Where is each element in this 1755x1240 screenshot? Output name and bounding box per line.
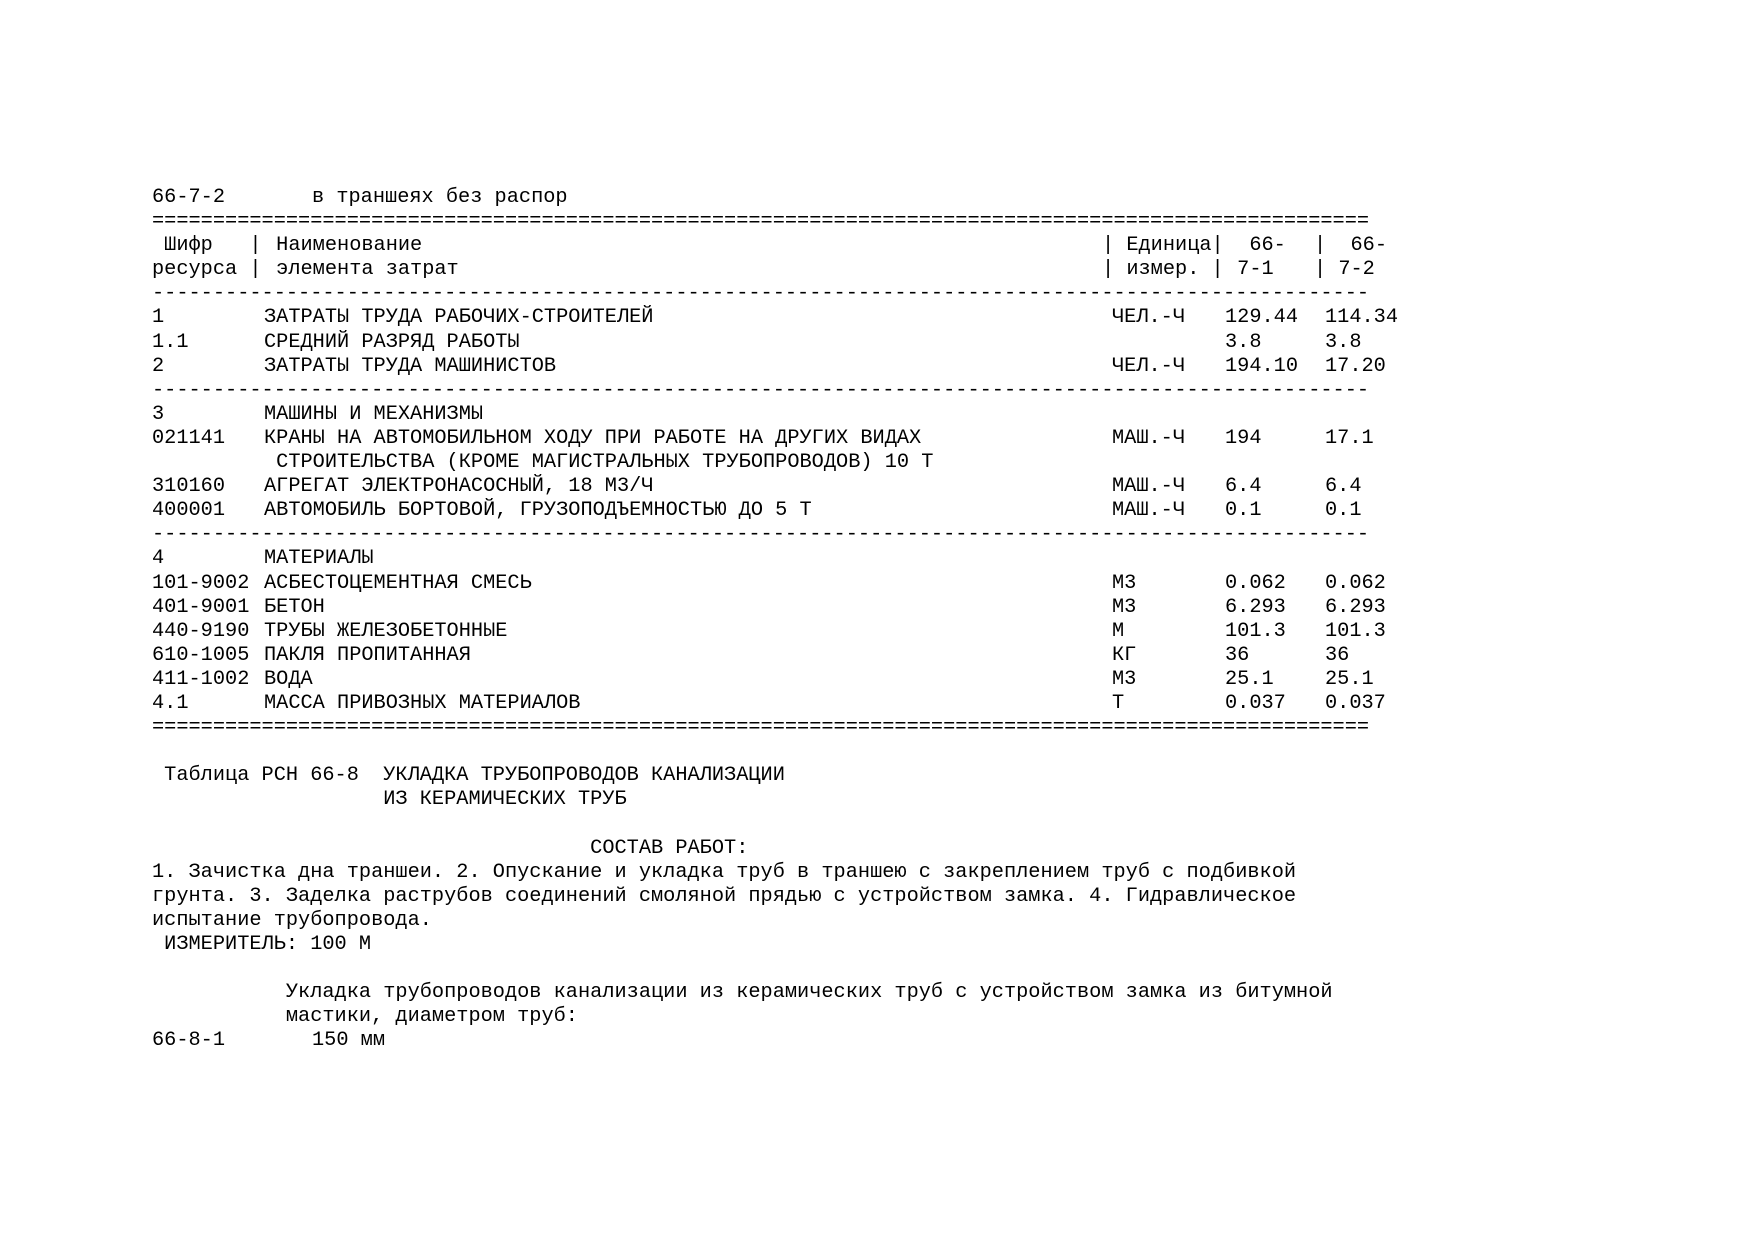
row-value-b: 0.1 (1325, 499, 1362, 523)
row-code: 2 (152, 354, 165, 378)
table-row (152, 620, 1602, 644)
first-item-row (152, 1029, 1602, 1053)
table-code: 66-7-2 (152, 186, 226, 209)
row-value-b: 36 (1325, 643, 1350, 667)
section-code: 3 (152, 402, 165, 426)
row-value-a: 129.44 (1225, 306, 1299, 330)
row-value-b: 17.20 (1325, 354, 1386, 378)
table-code-line (152, 186, 1602, 210)
row-value-b: 3.8 (1325, 330, 1362, 354)
single-rule: ---------------------------------------------------------------------------------------------------- (152, 378, 1370, 402)
header-col-a: 66- (1225, 234, 1286, 258)
row-value-b: 17.1 (1325, 426, 1374, 450)
table-row (152, 355, 1602, 379)
double-rule: ==================================================================================================== (152, 210, 1370, 234)
composition-text: грунта. 3. Заделка раструбов соединений смоляной прядью с устройством замка. 4. Гидравлическое (152, 884, 1297, 908)
header-unit: | Единица| (1102, 234, 1224, 258)
row-code: 440-9190 (152, 619, 250, 643)
double-rule: ==================================================================================================== (152, 716, 1370, 740)
row-value-a: 6.293 (1225, 595, 1286, 619)
item-description: мастики, диаметром труб: (152, 1005, 578, 1029)
row-unit: МАШ.-Ч (1112, 499, 1186, 523)
row-value-a: 194 (1225, 426, 1262, 450)
row-code: 401-9001 (152, 595, 250, 619)
table-row (152, 306, 1602, 330)
single-rule: ---------------------------------------------------------------------------------------------------- (152, 523, 1370, 547)
row-name: СРЕДНИЙ РАЗРЯД РАБОТЫ (264, 330, 520, 354)
row-name: БЕТОН (264, 595, 325, 619)
table-subtitle: в траншеях без распор (312, 186, 568, 209)
header-col-b: | 66- (1314, 234, 1388, 258)
next-table-title: Таблица РСН 66-8 УКЛАДКА ТРУБОПРОВОДОВ КАНАЛИЗАЦИИ (152, 764, 785, 788)
row-code: 411-1002 (152, 667, 250, 691)
table-row (152, 668, 1602, 692)
row-name: АГРЕГАТ ЭЛЕКТРОНАСОСНЫЙ, 18 М3/Ч (264, 475, 654, 499)
row-name: КРАНЫ НА АВТОМОБИЛЬНОМ ХОДУ ПРИ РАБОТЕ НА ДРУГИХ ВИДАХ (264, 426, 922, 450)
item-code: 66-8-1 (152, 1029, 226, 1053)
row-unit: МАШ.-Ч (1112, 426, 1186, 450)
row-unit: МАШ.-Ч (1112, 475, 1186, 499)
row-value-a: 3.8 (1225, 330, 1262, 354)
row-unit: ЧЕЛ.-Ч (1112, 306, 1186, 330)
row-name: АСБЕСТОЦЕМЕНТНАЯ СМЕСЬ (264, 571, 532, 595)
table-row (152, 596, 1602, 620)
table-row-continuation (152, 451, 1602, 475)
row-code: 101-9002 (152, 571, 250, 595)
row-value-b: 114.34 (1325, 306, 1399, 330)
row-name: ЗАТРАТЫ ТРУДА МАШИНИСТОВ (264, 354, 557, 378)
row-name-continuation: СТРОИТЕЛЬСТВА (КРОМЕ МАГИСТРАЛЬНЫХ ТРУБОПРОВОДОВ) 10 Т (264, 451, 934, 475)
composition-text: испытание трубопровода. (152, 908, 432, 932)
document-page (152, 186, 1602, 1053)
row-value-b: 6.293 (1325, 595, 1386, 619)
measure-unit: ИЗМЕРИТЕЛЬ: 100 М (152, 932, 372, 956)
composition-text: 1. Зачистка дна траншеи. 2. Опускание и укладка труб в траншею с закреплением труб с подбивкой (152, 860, 1297, 884)
row-unit: ЧЕЛ.-Ч (1112, 354, 1186, 378)
single-rule: ---------------------------------------------------------------------------------------------------- (152, 282, 1370, 306)
row-code: 610-1005 (152, 643, 250, 667)
table-header-row (152, 258, 1602, 282)
row-value-a: 0.037 (1225, 691, 1286, 715)
row-value-b: 0.037 (1325, 691, 1386, 715)
section-heading (152, 547, 1602, 571)
section-heading (152, 403, 1602, 427)
row-value-b: 25.1 (1325, 667, 1374, 691)
row-value-b: 6.4 (1325, 475, 1362, 499)
row-name: ПАКЛЯ ПРОПИТАННАЯ (264, 643, 471, 667)
row-code: 4.1 (152, 691, 189, 715)
next-table-title-continuation: ИЗ КЕРАМИЧЕСКИХ ТРУБ (152, 788, 627, 812)
table-header-row (152, 234, 1602, 258)
row-value-a: 0.062 (1225, 571, 1286, 595)
header-name: элемента затрат (264, 258, 459, 282)
section-code: 4 (152, 547, 165, 571)
table-row (152, 644, 1602, 668)
table-row (152, 331, 1602, 355)
table-row (152, 572, 1602, 596)
row-code: 1.1 (152, 330, 189, 354)
header-name: Наименование (264, 234, 423, 258)
row-name: ТРУБЫ ЖЕЛЕЗОБЕТОННЫЕ (264, 619, 508, 643)
row-value-b: 0.062 (1325, 571, 1386, 595)
header-code: Шифр | (152, 234, 262, 258)
row-unit: М (1112, 619, 1125, 643)
item-value: 150 мм (312, 1029, 386, 1053)
row-name: МАССА ПРИВОЗНЫХ МАТЕРИАЛОВ (264, 691, 581, 715)
row-code: 310160 (152, 475, 226, 499)
composition-heading: СОСТАВ РАБОТ: (152, 836, 749, 860)
header-unit: | измер. | (1102, 258, 1224, 282)
section-name: МАШИНЫ И МЕХАНИЗМЫ (264, 402, 484, 426)
row-value-a: 25.1 (1225, 667, 1274, 691)
header-code: ресурса | (152, 258, 262, 282)
row-name: АВТОМОБИЛЬ БОРТОВОЙ, ГРУЗОПОДЪЕМНОСТЬЮ ДО 5 Т (264, 499, 812, 523)
row-value-a: 0.1 (1225, 499, 1262, 523)
table-row (152, 427, 1602, 451)
section-name: МАТЕРИАЛЫ (264, 547, 374, 571)
row-value-a: 36 (1225, 643, 1250, 667)
row-name: ЗАТРАТЫ ТРУДА РАБОЧИХ-СТРОИТЕЛЕЙ (264, 306, 654, 330)
row-code: 400001 (152, 499, 226, 523)
row-code: 1 (152, 306, 165, 330)
table-row (152, 475, 1602, 499)
row-code: 021141 (152, 426, 226, 450)
header-col-b: | 7-2 (1314, 258, 1375, 282)
row-unit: КГ (1112, 643, 1137, 667)
table-row (152, 692, 1602, 716)
row-value-a: 6.4 (1225, 475, 1262, 499)
table-row (152, 499, 1602, 523)
row-value-a: 194.10 (1225, 354, 1299, 378)
row-name: ВОДА (264, 667, 313, 691)
row-unit: М3 (1112, 667, 1137, 691)
row-unit: М3 (1112, 595, 1137, 619)
row-unit: Т (1112, 691, 1125, 715)
row-value-b: 101.3 (1325, 619, 1386, 643)
row-unit: М3 (1112, 571, 1137, 595)
header-col-a: 7-1 (1225, 258, 1274, 282)
row-value-a: 101.3 (1225, 619, 1286, 643)
item-description: Укладка трубопроводов канализации из керамических труб с устройством замка из битумной (152, 981, 1333, 1005)
